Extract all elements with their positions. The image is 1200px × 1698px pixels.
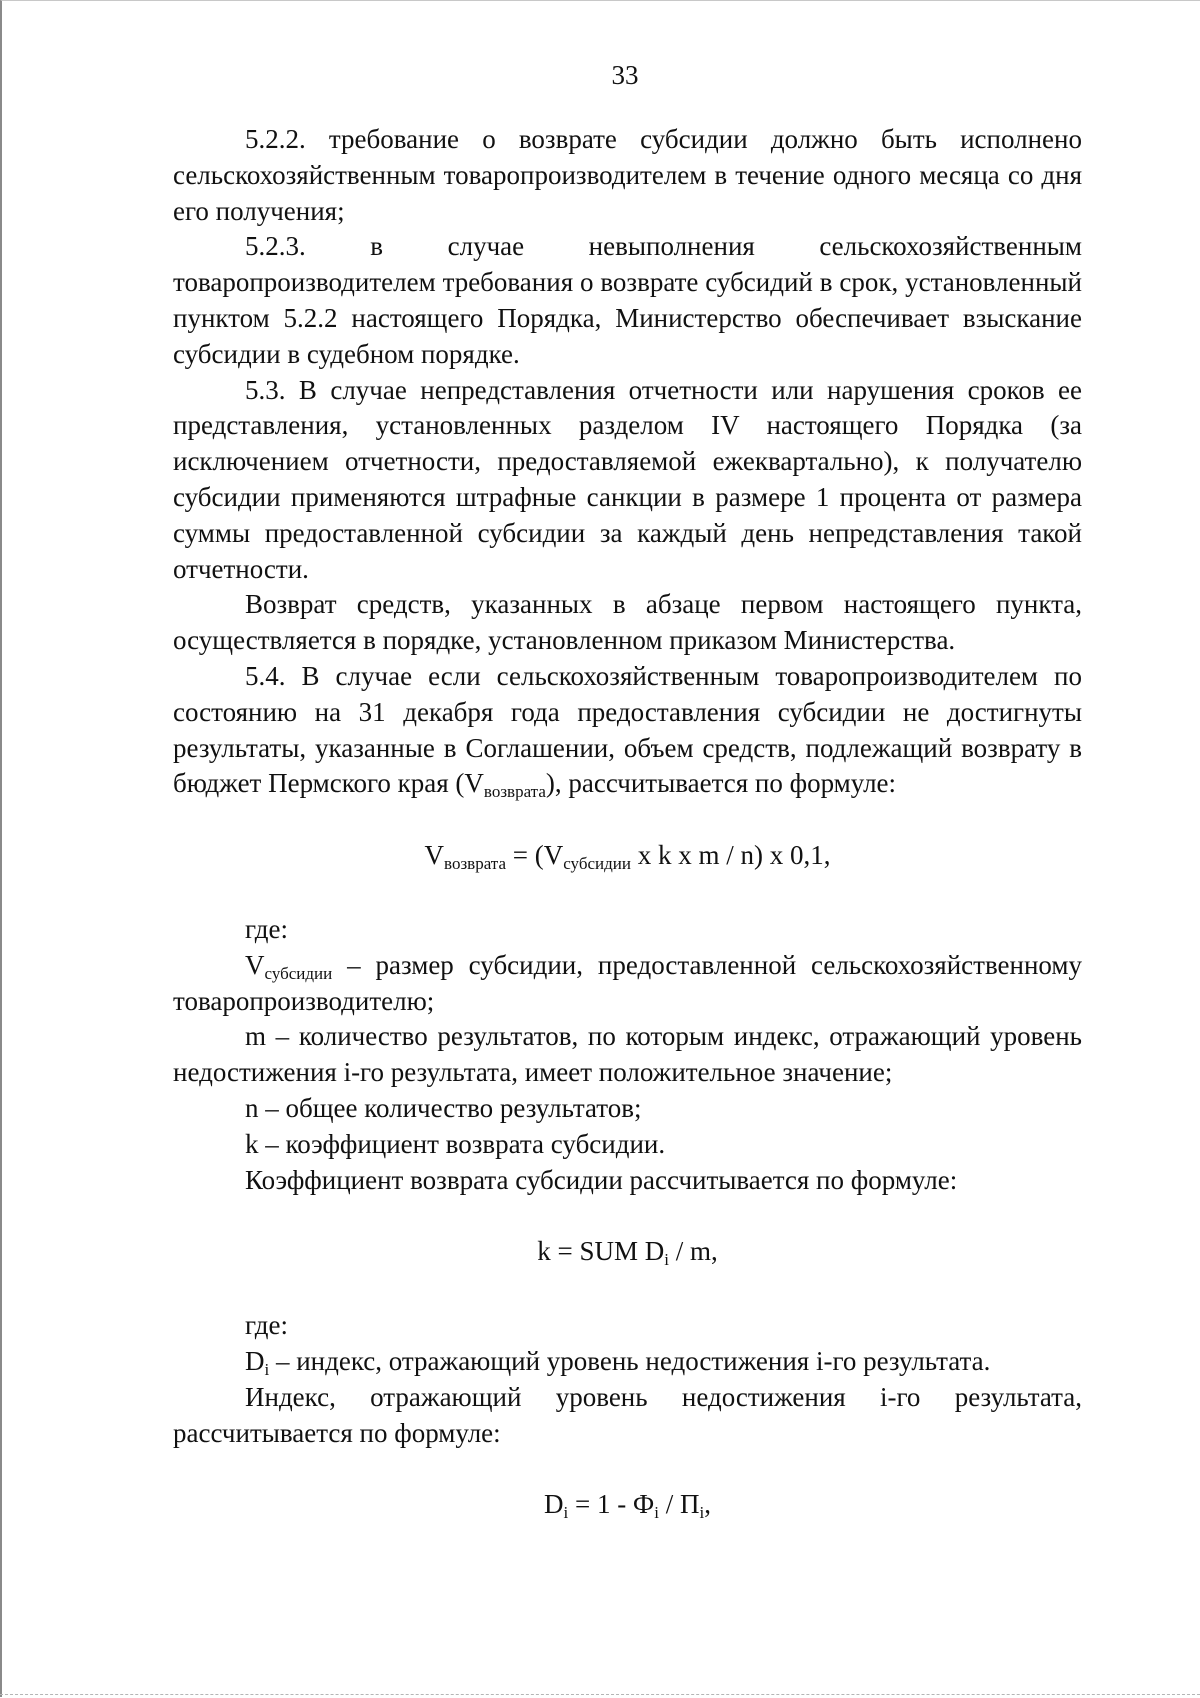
formula-d-subscript-2: i [654,1503,660,1523]
paragraph-5-4-text: 5.4. В случае если сельскохозяйственным товаропроизводителем по состоянию на 31 декабря года предоставления субсидии не достигнуты результаты, указанные в Соглашении, объем средств, подлежащий возврату в бюджет Пермского края (V [173,660,1082,799]
where-label-1: где: [245,913,288,944]
paragraph-coefficient: Коэффициент возврата субсидии рассчитывается по формуле: [245,1164,958,1195]
definition-d-symbol: D [245,1345,265,1376]
formula-d-middle: = 1 - Ф [568,1489,655,1520]
paragraph-5-2-2: 5.2.2. требование о возврате субсидии должно быть исполнено сельскохозяйственным товаропроизводителем в течение одного месяца со дня его получения; [173,124,1082,226]
definition-k: k – коэффициент возврата субсидии. [245,1128,666,1159]
definition-v-text: – размер субсидии, предоставленной сельскохозяйственному товаропроизводителю; [173,949,1082,1016]
formula-k-head: k = SUM D [537,1236,665,1267]
definition-m: m – количество результатов, по которым индекс, отражающий уровень недостижения i-го результата, имеет положительное значение; [173,1021,1082,1088]
paragraph-return-of-funds: Возврат средств, указанных в абзаце первом настоящего пункта, осуществляется в порядке, установленном приказом Министерства. [173,589,1082,656]
page-bottom-edge [0,1694,1200,1698]
formula-v-symbol: V [424,840,445,871]
formula-k [173,1234,1082,1270]
definition-v-symbol: V [245,949,265,980]
definition-n: n – общее количество результатов; [245,1092,642,1123]
definition-d-text: – индекс, отражающий уровень недостижения i-го результата. [269,1345,991,1376]
where-label-2: где: [245,1310,288,1341]
definition-d-subscript: i [264,1359,270,1379]
formula-d-subscript-1: i [563,1503,569,1523]
formula-d-middle-2: / П [659,1489,700,1520]
formula-v-middle: = (V [506,840,564,871]
formula-v-subscript-subsidii: субсидии [563,854,631,874]
definition-v-subsidii [173,948,1082,1020]
paragraph-index: Индекс, отражающий уровень недостижения i-го результата, рассчитывается по формуле: [173,1381,1082,1448]
paragraph-5-4-tail: ), рассчитывается по формуле: [545,768,897,799]
formula-v-vozvrata [173,838,1082,874]
formula-k-subscript: i [664,1250,669,1270]
page-number: 33 [611,60,639,90]
paragraph-5-4 [173,659,1082,802]
document-body [173,122,1082,1523]
paragraph-5-2-3: 5.2.3. в случае невыполнения сельскохозяйственным товаропроизводителем требования о возврате субсидий в срок, установленный пунктом 5.2.2 настоящего Порядка, Министерство обеспечивает взыскание субсидии в судебном порядке. [173,231,1082,369]
formula-k-tail: / m, [668,1236,718,1267]
definition-v-subscript: субсидии [264,963,333,983]
formula-d-symbol: D [543,1489,564,1520]
definition-di [173,1344,1082,1380]
formula-v-subscript-vozvrata: возврата [444,854,506,874]
formula-v-tail: x k x m / n) x 0,1, [630,840,831,871]
formula-d-subscript-3: i [699,1503,705,1523]
paragraph-5-3: 5.3. В случае непредставления отчетности или нарушения сроков ее представления, установленных разделом IV настоящего Порядка (за исключением отчетности, предоставляемой ежеквартально), к получателю субсидии применяются штрафные санкции в размере 1 процента от размера суммы предоставленной субсидии за каждый день непредставления такой отчетности. [173,374,1082,584]
subscript-vozvrata: возврата [483,782,546,802]
formula-d-tail: , [704,1489,711,1520]
formula-di [173,1487,1082,1523]
